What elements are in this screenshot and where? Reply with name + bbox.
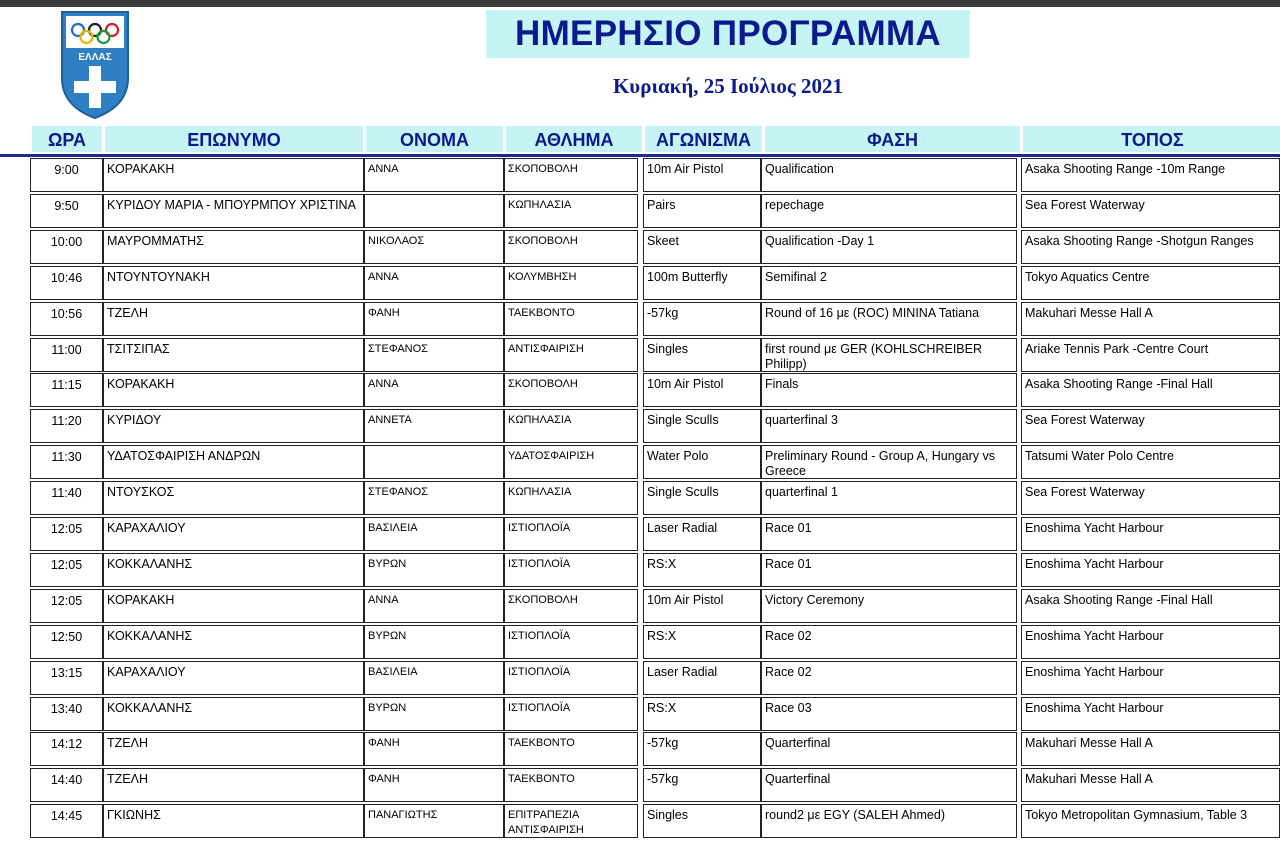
- cell-phase: Race 01: [761, 553, 1017, 587]
- cell-event: Water Polo: [643, 445, 761, 479]
- cell-phase: Race 03: [761, 697, 1017, 731]
- cell-phase: Semifinal 2: [761, 266, 1017, 300]
- cell-surname: ΤΖΕΛΗ: [103, 768, 364, 802]
- cell-surname: ΓΚΙΩΝΗΣ: [103, 804, 364, 838]
- cell-surname: ΤΖΕΛΗ: [103, 732, 364, 766]
- page-title: ΗΜΕΡΗΣΙΟ ΠΡΟΓΡΑΜΜΑ: [486, 10, 970, 58]
- cell-event: RS:X: [643, 553, 761, 587]
- cell-time: 10:46: [30, 266, 103, 300]
- col-header-sport: ΑΘΛΗΜΑ: [504, 126, 642, 152]
- col-header-event: ΑΓΩΝΙΣΜΑ: [643, 126, 762, 152]
- cell-event: Laser Radial: [643, 517, 761, 551]
- cell-surname: ΚΥΡΙΔΟΥ ΜΑΡΙΑ - ΜΠΟΥΡΜΠΟΥ ΧΡΙΣΤΙΝΑ: [103, 194, 364, 228]
- cell-venue: Enoshima Yacht Harbour: [1021, 553, 1280, 587]
- schedule-date: Κυριακή, 25 Ιούλιος 2021: [612, 74, 844, 98]
- cell-name: ΦΑΝΗ: [364, 732, 504, 766]
- table-row: [0, 373, 1280, 409]
- cell-sport: ΙΣΤΙΟΠΛΟΪΑ: [504, 625, 638, 659]
- cell-name: ΠΑΝΑΓΙΩΤΗΣ: [364, 804, 504, 838]
- cell-name: ΒΑΣΙΛΕΙΑ: [364, 517, 504, 551]
- cell-name: ΑΝΝΑ: [364, 373, 504, 407]
- cell-name: ΝΙΚΟΛΑΟΣ: [364, 230, 504, 264]
- cell-venue: Enoshima Yacht Harbour: [1021, 661, 1280, 695]
- cell-time: 10:00: [30, 230, 103, 264]
- cell-surname: ΝΤΟΥΣΚΟΣ: [103, 481, 364, 515]
- cell-sport: ΤΑΕΚΒΟΝΤΟ: [504, 302, 638, 336]
- cell-time: 11:30: [30, 445, 103, 479]
- cell-event: -57kg: [643, 768, 761, 802]
- cell-time: 11:40: [30, 481, 103, 515]
- cell-event: 10m Air Pistol: [643, 373, 761, 407]
- cell-venue: Enoshima Yacht Harbour: [1021, 517, 1280, 551]
- cell-venue: Sea Forest Waterway: [1021, 409, 1280, 443]
- cell-phase: round2 με EGY (SALEH Ahmed): [761, 804, 1017, 838]
- cell-sport: ΙΣΤΙΟΠΛΟΪΑ: [504, 697, 638, 731]
- cell-sport: ΤΑΕΚΒΟΝΤΟ: [504, 768, 638, 802]
- cell-venue: Makuhari Messe Hall A: [1021, 302, 1280, 336]
- cell-venue: Enoshima Yacht Harbour: [1021, 697, 1280, 731]
- cell-time: 13:40: [30, 697, 103, 731]
- cell-venue: Asaka Shooting Range -10m Range: [1021, 158, 1280, 192]
- cell-sport: ΣΚΟΠΟΒΟΛΗ: [504, 373, 638, 407]
- cell-name: ΒΑΣΙΛΕΙΑ: [364, 661, 504, 695]
- cell-surname: ΚΟΚΚΑΛΑΝΗΣ: [103, 625, 364, 659]
- cell-time: 12:05: [30, 553, 103, 587]
- cell-venue: Sea Forest Waterway: [1021, 481, 1280, 515]
- logo-text: ΕΛΛΑΣ: [78, 52, 112, 63]
- cell-surname: ΚΟΚΚΑΛΑΝΗΣ: [103, 697, 364, 731]
- cell-name: [364, 445, 504, 479]
- table-row: [0, 266, 1280, 302]
- table-row: [0, 158, 1280, 194]
- cell-venue: Sea Forest Waterway: [1021, 194, 1280, 228]
- cell-sport: ΣΚΟΠΟΒΟΛΗ: [504, 589, 638, 623]
- cell-name: ΒΥΡΩΝ: [364, 553, 504, 587]
- cell-time: 11:00: [30, 338, 103, 372]
- col-header-name: ΟΝΟΜΑ: [364, 126, 503, 152]
- cell-sport: ΚΩΠΗΛΑΣΙΑ: [504, 481, 638, 515]
- cell-surname: ΝΤΟΥΝΤΟΥΝΑΚΗ: [103, 266, 364, 300]
- cell-sport: ΣΚΟΠΟΒΟΛΗ: [504, 230, 638, 264]
- cell-venue: Asaka Shooting Range -Shotgun Ranges: [1021, 230, 1280, 264]
- cell-time: 14:12: [30, 732, 103, 766]
- cell-sport: ΚΟΛΥΜΒΗΣΗ: [504, 266, 638, 300]
- table-row: [0, 481, 1280, 517]
- cell-sport: ΙΣΤΙΟΠΛΟΪΑ: [504, 661, 638, 695]
- cell-event: 10m Air Pistol: [643, 589, 761, 623]
- cell-surname: ΚΟΡΑΚΑΚΗ: [103, 158, 364, 192]
- col-header-phase: ΦΑΣΗ: [763, 126, 1020, 152]
- cell-sport: ΑΝΤΙΣΦΑΙΡΙΣΗ: [504, 338, 638, 372]
- cell-venue: Tokyo Metropolitan Gymnasium, Table 3: [1021, 804, 1280, 838]
- cell-name: ΦΑΝΗ: [364, 302, 504, 336]
- cell-event: Laser Radial: [643, 661, 761, 695]
- cell-time: 13:15: [30, 661, 103, 695]
- cell-sport: ΚΩΠΗΛΑΣΙΑ: [504, 194, 638, 228]
- cell-time: 10:56: [30, 302, 103, 336]
- cell-phase: Quarterfinal: [761, 732, 1017, 766]
- table-row: [0, 445, 1280, 481]
- cell-name: ΑΝΝΑ: [364, 266, 504, 300]
- cell-name: ΑΝΝΕΤΑ: [364, 409, 504, 443]
- cell-event: -57kg: [643, 732, 761, 766]
- table-row: [0, 804, 1280, 840]
- cell-event: Singles: [643, 804, 761, 838]
- cell-time: 9:00: [30, 158, 103, 192]
- cell-event: RS:X: [643, 697, 761, 731]
- cell-name: ΣΤΕΦΑΝΟΣ: [364, 481, 504, 515]
- cell-surname: ΚΑΡΑΧΑΛΙΟΥ: [103, 517, 364, 551]
- col-header-surname: ΕΠΩΝΥΜΟ: [103, 126, 363, 152]
- cell-event: -57kg: [643, 302, 761, 336]
- table-row: [0, 697, 1280, 733]
- cell-phase: Qualification: [761, 158, 1017, 192]
- cell-phase: quarterfinal 1: [761, 481, 1017, 515]
- hellenic-olympic-committee-logo: [58, 8, 132, 120]
- cell-surname: ΤΖΕΛΗ: [103, 302, 364, 336]
- cell-phase: Qualification -Day 1: [761, 230, 1017, 264]
- cell-phase: Race 01: [761, 517, 1017, 551]
- table-row: [0, 553, 1280, 589]
- cell-phase: Preliminary Round - Group A, Hungary vs Greece: [761, 445, 1017, 479]
- cell-phase: Finals: [761, 373, 1017, 407]
- cell-surname: ΥΔΑΤΟΣΦΑΙΡΙΣΗ ΑΝΔΡΩΝ: [103, 445, 364, 479]
- table-row: [0, 517, 1280, 553]
- cell-phase: Quarterfinal: [761, 768, 1017, 802]
- cell-event: RS:X: [643, 625, 761, 659]
- table-row: [0, 338, 1280, 374]
- cell-time: 11:20: [30, 409, 103, 443]
- cell-name: ΑΝΝΑ: [364, 158, 504, 192]
- cell-event: Pairs: [643, 194, 761, 228]
- cell-surname: ΚΟΡΑΚΑΚΗ: [103, 589, 364, 623]
- cell-event: Skeet: [643, 230, 761, 264]
- cell-event: Singles: [643, 338, 761, 372]
- cell-sport: ΙΣΤΙΟΠΛΟΪΑ: [504, 553, 638, 587]
- table-row: [0, 194, 1280, 230]
- col-header-venue: ΤΟΠΟΣ: [1021, 126, 1280, 152]
- cell-phase: first round με GER (KOHLSCHREIBER Philipp): [761, 338, 1017, 372]
- window-top-bar: [0, 0, 1280, 7]
- cell-surname: ΜΑΥΡΟΜΜΑΤΗΣ: [103, 230, 364, 264]
- col-header-time: ΩΡΑ: [30, 126, 102, 152]
- cell-name: ΣΤΕΦΑΝΟΣ: [364, 338, 504, 372]
- cell-venue: Asaka Shooting Range -Final Hall: [1021, 589, 1280, 623]
- cell-phase: quarterfinal 3: [761, 409, 1017, 443]
- cell-name: ΒΥΡΩΝ: [364, 697, 504, 731]
- table-row: [0, 409, 1280, 445]
- table-row: [0, 589, 1280, 625]
- cell-phase: Round of 16 με (ROC) MININA Tatiana: [761, 302, 1017, 336]
- table-row: [0, 768, 1280, 804]
- cell-time: 14:40: [30, 768, 103, 802]
- cell-sport: ΣΚΟΠΟΒΟΛΗ: [504, 158, 638, 192]
- cell-name: ΦΑΝΗ: [364, 768, 504, 802]
- cell-venue: Asaka Shooting Range -Final Hall: [1021, 373, 1280, 407]
- cell-venue: Enoshima Yacht Harbour: [1021, 625, 1280, 659]
- table-row: [0, 230, 1280, 266]
- cell-surname: ΤΣΙΤΣΙΠΑΣ: [103, 338, 364, 372]
- cell-surname: ΚΟΚΚΑΛΑΝΗΣ: [103, 553, 364, 587]
- cell-name: ΒΥΡΩΝ: [364, 625, 504, 659]
- cell-sport: ΤΑΕΚΒΟΝΤΟ: [504, 732, 638, 766]
- cell-venue: Makuhari Messe Hall A: [1021, 732, 1280, 766]
- cell-surname: ΚΥΡΙΔΟΥ: [103, 409, 364, 443]
- cell-time: 12:05: [30, 589, 103, 623]
- cell-event: Single Sculls: [643, 481, 761, 515]
- cell-time: 12:50: [30, 625, 103, 659]
- table-row: [0, 732, 1280, 768]
- cell-phase: repechage: [761, 194, 1017, 228]
- cell-phase: Race 02: [761, 625, 1017, 659]
- table-header: [0, 126, 1280, 157]
- cell-time: 9:50: [30, 194, 103, 228]
- cell-sport: ΥΔΑΤΟΣΦΑΙΡΙΣΗ: [504, 445, 638, 479]
- cell-sport: ΚΩΠΗΛΑΣΙΑ: [504, 409, 638, 443]
- table-row: [0, 302, 1280, 338]
- cell-surname: ΚΟΡΑΚΑΚΗ: [103, 373, 364, 407]
- cell-surname: ΚΑΡΑΧΑΛΙΟΥ: [103, 661, 364, 695]
- cell-sport: ΙΣΤΙΟΠΛΟΪΑ: [504, 517, 638, 551]
- cell-phase: Race 02: [761, 661, 1017, 695]
- cell-venue: Tatsumi Water Polo Centre: [1021, 445, 1280, 479]
- cell-name: ΑΝΝΑ: [364, 589, 504, 623]
- cell-time: 11:15: [30, 373, 103, 407]
- cell-phase: Victory Ceremony: [761, 589, 1017, 623]
- cell-venue: Ariake Tennis Park -Centre Court: [1021, 338, 1280, 372]
- cell-event: 10m Air Pistol: [643, 158, 761, 192]
- cell-time: 14:45: [30, 804, 103, 838]
- cell-venue: Tokyo Aquatics Centre: [1021, 266, 1280, 300]
- cell-sport: ΕΠΙΤΡΑΠΕΖΙΑ ΑΝΤΙΣΦΑΙΡΙΣΗ: [504, 804, 638, 838]
- cell-time: 12:05: [30, 517, 103, 551]
- cell-venue: Makuhari Messe Hall A: [1021, 768, 1280, 802]
- table-row: [0, 661, 1280, 697]
- cell-event: Single Sculls: [643, 409, 761, 443]
- cell-name: [364, 194, 504, 228]
- cell-event: 100m Butterfly: [643, 266, 761, 300]
- table-row: [0, 625, 1280, 661]
